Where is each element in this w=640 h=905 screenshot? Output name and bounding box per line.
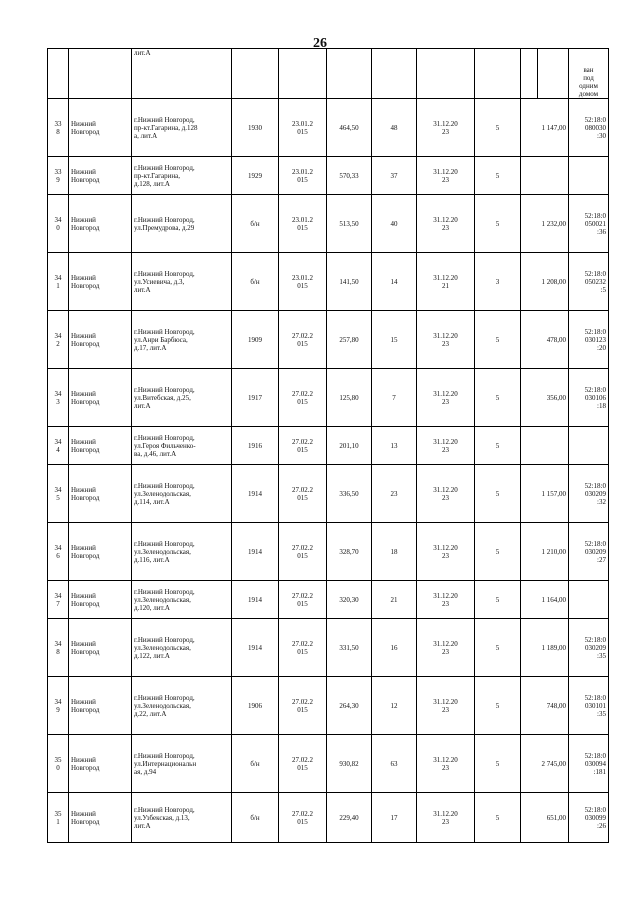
cell-deadline: 31.12.20 23 (417, 195, 475, 253)
cell-area: 264,30 (327, 677, 372, 735)
cell-cost: 1 157,00 (521, 465, 569, 523)
table-row (48, 581, 609, 619)
cell-address: лит.А (132, 49, 232, 99)
cell-number: 33 9 (48, 157, 69, 195)
cell-address: г.Нижний Новгород, пр-кт.Гагарина, д.128 а, лит.А (132, 99, 232, 157)
cell-address: г.Нижний Новгород, ул.Узбекская, д.13, лит.А (132, 793, 232, 843)
cell-year: 1914 (232, 619, 279, 677)
cell-city: Нижний Новгород (69, 523, 132, 581)
cell-residents: 7 (372, 369, 417, 427)
cell-category: 5 (475, 793, 521, 843)
cell-residents: 63 (372, 735, 417, 793)
table-row (48, 793, 609, 843)
cell-cost: 1 232,00 (521, 195, 569, 253)
cell-number: 34 6 (48, 523, 69, 581)
cell-cost: 1 210,00 (521, 523, 569, 581)
cell-area: 257,80 (327, 311, 372, 369)
cell-area: 331,50 (327, 619, 372, 677)
cell-category: 3 (475, 253, 521, 311)
cell-number: 34 2 (48, 311, 69, 369)
cell-cost: 1 147,00 (521, 99, 569, 157)
cell-cost: 1 189,00 (521, 619, 569, 677)
cell-deadline: 31.12.20 21 (417, 253, 475, 311)
cell-cadastre: 52:18:0 050021 :36 (569, 195, 609, 253)
cell-address: г.Нижний Новгород, ул.Интернациональн ая, д.94 (132, 735, 232, 793)
cell-area: 513,50 (327, 195, 372, 253)
cell-city: Нижний Новгород (69, 427, 132, 465)
cell-category: 5 (475, 523, 521, 581)
cell-address: г.Нижний Новгород, ул.Анри Барбюса, д.17, лит.А (132, 311, 232, 369)
cell-number: 35 0 (48, 735, 69, 793)
cell-number: 34 8 (48, 619, 69, 677)
cell-date: 23.01.2 015 (279, 253, 327, 311)
cell-deadline: 31.12.20 23 (417, 523, 475, 581)
cell-city: Нижний Новгород (69, 581, 132, 619)
cell-residents: 40 (372, 195, 417, 253)
cell-city: Нижний Новгород (69, 157, 132, 195)
cell-address: г.Нижний Новгород, ул.Зеленодольская, д.120, лит.А (132, 581, 232, 619)
table-row (48, 311, 609, 369)
cell-date: 27.02.2 015 (279, 523, 327, 581)
cell-cost: 478,00 (521, 311, 569, 369)
cell-deadline: 31.12.20 23 (417, 619, 475, 677)
cell-number: 34 0 (48, 195, 69, 253)
cell-date: 27.02.2 015 (279, 465, 327, 523)
table-row (48, 427, 609, 465)
cell-cadastre (569, 427, 609, 465)
cell-address: г.Нижний Новгород, ул.Зеленодольская, д.116, лит.А (132, 523, 232, 581)
cell-year: 1917 (232, 369, 279, 427)
cell-cadastre: 52:18:0 030123 :20 (569, 311, 609, 369)
table-row (48, 523, 609, 581)
cell-category: 5 (475, 427, 521, 465)
cell-number: 34 1 (48, 253, 69, 311)
cell-city: Нижний Новгород (69, 793, 132, 843)
table-row (48, 369, 609, 427)
table-row (48, 735, 609, 793)
cell-area: 464,50 (327, 99, 372, 157)
cell-address: г.Нижний Новгород, ул.Витебская, д.25, лит.А (132, 369, 232, 427)
cell-year: 1914 (232, 581, 279, 619)
cell-cadastre: 52:18:0 030209 :32 (569, 465, 609, 523)
cell-deadline: 31.12.20 23 (417, 581, 475, 619)
cell-cadastre: 52:18:0 050232 :5 (569, 253, 609, 311)
table-row (48, 677, 609, 735)
cell-cadastre: 52:18:0 030101 :35 (569, 677, 609, 735)
cell-address: г.Нижний Новгород, ул.Зеленодольская, д.22, лит.А (132, 677, 232, 735)
cell-area: 328,70 (327, 523, 372, 581)
cell-residents: 12 (372, 677, 417, 735)
cell-number: 33 8 (48, 99, 69, 157)
cell-date: 27.02.2 015 (279, 735, 327, 793)
cell-area: 229,40 (327, 793, 372, 843)
cell-year: б/н (232, 195, 279, 253)
cell-deadline: 31.12.20 23 (417, 677, 475, 735)
cell-city: Нижний Новгород (69, 311, 132, 369)
cell-deadline: 31.12.20 23 (417, 735, 475, 793)
cell-city: Нижний Новгород (69, 677, 132, 735)
cell-number: 35 1 (48, 793, 69, 843)
cell-cost: 356,00 (521, 369, 569, 427)
cell-number: 34 5 (48, 465, 69, 523)
cell-cost (521, 157, 569, 195)
cell-year: 1930 (232, 99, 279, 157)
cell-category: 5 (475, 195, 521, 253)
cell-cost: 1 208,00 (521, 253, 569, 311)
cell-area: 336,50 (327, 465, 372, 523)
cell-year: 1914 (232, 465, 279, 523)
housing-register-table (47, 48, 609, 843)
cell-date: 27.02.2 015 (279, 311, 327, 369)
cell-date: 23.01.2 015 (279, 99, 327, 157)
cell-category: 5 (475, 369, 521, 427)
table-row (48, 99, 609, 157)
cell-address: г.Нижний Новгород, ул.Зеленодольская, д.122, лит.А (132, 619, 232, 677)
cell-address: г.Нижний Новгород, пр-кт.Гагарина, д.128, лит.А (132, 157, 232, 195)
cell-residents: 23 (372, 465, 417, 523)
cell-year: 1929 (232, 157, 279, 195)
cell-residents: 21 (372, 581, 417, 619)
cell-cadastre: 52:18:0 030099 :26 (569, 793, 609, 843)
cell-category: 5 (475, 619, 521, 677)
cell-category: 5 (475, 735, 521, 793)
cell-category: 5 (475, 465, 521, 523)
cell-residents: 13 (372, 427, 417, 465)
cell-note: ван под одним домом (569, 49, 609, 99)
cell-year: 1914 (232, 523, 279, 581)
cell-cadastre: 52:18:0 080030 :30 (569, 99, 609, 157)
cell-deadline: 31.12.20 23 (417, 311, 475, 369)
cell-category: 5 (475, 99, 521, 157)
cell-year: 1916 (232, 427, 279, 465)
cell-city: Нижний Новгород (69, 195, 132, 253)
cell-date: 27.02.2 015 (279, 677, 327, 735)
cell-deadline: 31.12.20 23 (417, 369, 475, 427)
cell-date: 27.02.2 015 (279, 581, 327, 619)
table-row (48, 157, 609, 195)
cell-area: 125,80 (327, 369, 372, 427)
cell-number: 34 3 (48, 369, 69, 427)
cell-year: 1909 (232, 311, 279, 369)
cell-residents: 14 (372, 253, 417, 311)
cell-city: Нижний Новгород (69, 465, 132, 523)
table-row (48, 465, 609, 523)
cell-residents: 17 (372, 793, 417, 843)
cell-year: 1906 (232, 677, 279, 735)
cell-date: 23.01.2 015 (279, 157, 327, 195)
page-number: 26 (313, 36, 327, 51)
cell-address: г.Нижний Новгород, ул.Зеленодольская, д.114, лит.А (132, 465, 232, 523)
cell-address: г.Нижний Новгород, ул.Усиевича, д.3, лит.А (132, 253, 232, 311)
cell-residents: 18 (372, 523, 417, 581)
cell-deadline: 31.12.20 23 (417, 157, 475, 195)
cell-date: 27.02.2 015 (279, 369, 327, 427)
cell-area: 141,50 (327, 253, 372, 311)
cell-category: 5 (475, 157, 521, 195)
cell-deadline: 31.12.20 23 (417, 427, 475, 465)
cell-cost: 748,00 (521, 677, 569, 735)
cell-cadastre: 52:18:0 030094 :181 (569, 735, 609, 793)
table-row-continued (48, 49, 609, 99)
cell-deadline: 31.12.20 23 (417, 465, 475, 523)
cell-cost (521, 427, 569, 465)
cell-date: 27.02.2 015 (279, 619, 327, 677)
cell-city: Нижний Новгород (69, 369, 132, 427)
cell-city: Нижний Новгород (69, 619, 132, 677)
cell-year: б/н (232, 793, 279, 843)
cell-deadline: 31.12.20 23 (417, 793, 475, 843)
cell-number: 34 4 (48, 427, 69, 465)
cell-address: г.Нижний Новгород, ул.Героя Фильченко- ва, д.46, лит.А (132, 427, 232, 465)
table-row (48, 253, 609, 311)
cell-area: 570,33 (327, 157, 372, 195)
cell-cost: 1 164,00 (521, 581, 569, 619)
cell-number: 34 9 (48, 677, 69, 735)
cell-date: 27.02.2 015 (279, 427, 327, 465)
cell-category: 5 (475, 581, 521, 619)
cell-cadastre (569, 157, 609, 195)
cell-area: 930,82 (327, 735, 372, 793)
cell-deadline: 31.12.20 23 (417, 99, 475, 157)
cell-cadastre: 52:18:0 030106 :18 (569, 369, 609, 427)
cell-date: 23.01.2 015 (279, 195, 327, 253)
cell-area: 201,10 (327, 427, 372, 465)
cell-cost: 651,00 (521, 793, 569, 843)
cell-residents: 16 (372, 619, 417, 677)
cell-area: 320,30 (327, 581, 372, 619)
cell-residents: 15 (372, 311, 417, 369)
cell-cost: 2 745,00 (521, 735, 569, 793)
cell-city: Нижний Новгород (69, 253, 132, 311)
cell-date: 27.02.2 015 (279, 793, 327, 843)
table-row (48, 619, 609, 677)
table-row (48, 195, 609, 253)
cell-category: 5 (475, 311, 521, 369)
cell-residents: 48 (372, 99, 417, 157)
cell-residents: 37 (372, 157, 417, 195)
cell-year: б/н (232, 253, 279, 311)
cell-cadastre (569, 581, 609, 619)
cell-cadastre: 52:18:0 030209 :35 (569, 619, 609, 677)
cell-number: 34 7 (48, 581, 69, 619)
cell-category: 5 (475, 677, 521, 735)
cell-address: г.Нижний Новгород, ул.Премудрова, д.29 (132, 195, 232, 253)
cell-city: Нижний Новгород (69, 99, 132, 157)
cell-city: Нижний Новгород (69, 735, 132, 793)
cell-year: б/н (232, 735, 279, 793)
cell-cadastre: 52:18:0 030209 :27 (569, 523, 609, 581)
